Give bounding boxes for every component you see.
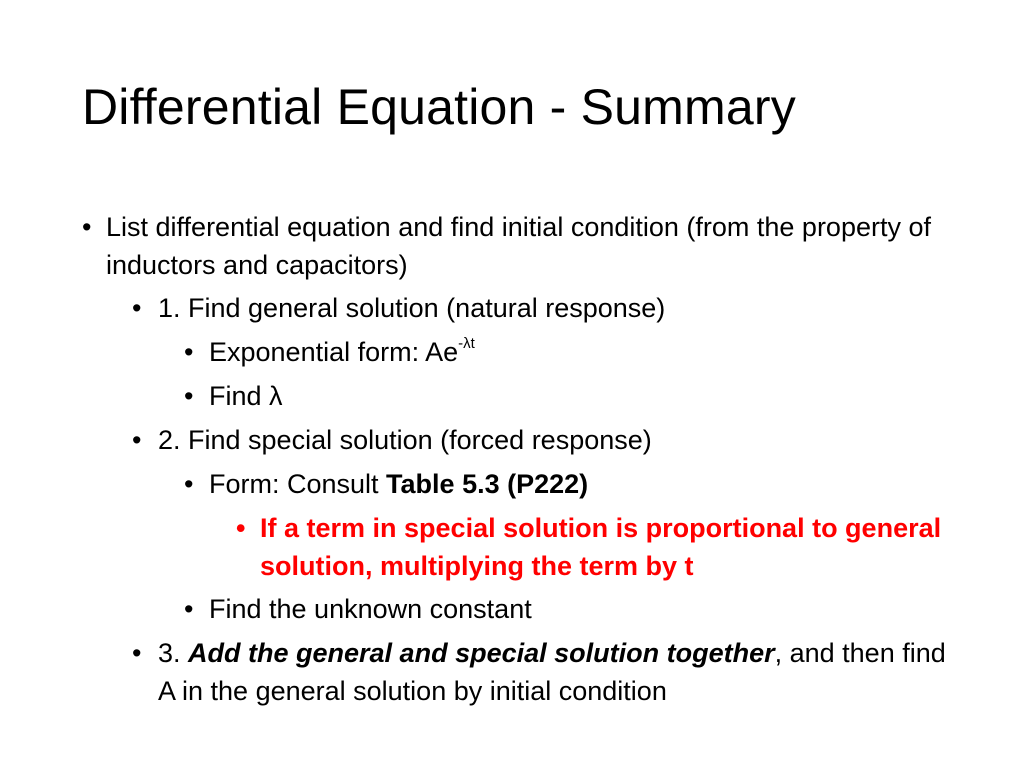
bullet-text: Find λ xyxy=(209,381,283,411)
bullet-icon: • xyxy=(236,513,246,543)
bullet-text: 3. xyxy=(158,638,189,668)
bullet-list-item xyxy=(132,634,958,710)
bullet-list-item-highlight xyxy=(236,509,960,585)
bullet-text: List differential equation and find initial condition (from the property of inductors and capacitors) xyxy=(106,212,931,280)
bullet-text: Find the unknown constant xyxy=(209,594,532,624)
bullet-text-suffix: , and then find A in the general solution by initial condition xyxy=(158,638,946,706)
bullet-list-item xyxy=(82,208,976,284)
exponent-superscript: -λt xyxy=(458,335,475,352)
bullet-list-item xyxy=(184,333,969,371)
bullet-list-item xyxy=(184,590,969,628)
slide-title: Differential Equation - Summary xyxy=(82,79,796,135)
emphasis-text: Add the general and special solution together xyxy=(188,638,775,668)
bullet-icon: • xyxy=(132,293,142,323)
bullet-text: 2. Find special solution (forced response) xyxy=(158,425,652,455)
bullet-list-item xyxy=(184,465,969,503)
table-reference: Table 5.3 (P222) xyxy=(386,469,589,499)
bullet-icon: • xyxy=(82,212,92,242)
bullet-list-item xyxy=(132,289,958,327)
bullet-text: 1. Find general solution (natural response) xyxy=(158,293,666,323)
bullet-icon: • xyxy=(184,469,194,499)
bullet-text: If a term in special solution is proportional to general solution, multiplying the term by t xyxy=(260,513,942,581)
bullet-icon: • xyxy=(184,337,194,367)
bullet-list-item xyxy=(132,421,958,459)
bullet-icon: • xyxy=(184,594,194,624)
bullet-text: Exponential form: Ae xyxy=(209,337,459,367)
bullet-text: Form: Consult xyxy=(209,469,387,499)
bullet-icon: • xyxy=(132,638,142,668)
bullet-list-item xyxy=(184,377,969,415)
bullet-icon: • xyxy=(132,425,142,455)
bullet-icon: • xyxy=(184,381,194,411)
